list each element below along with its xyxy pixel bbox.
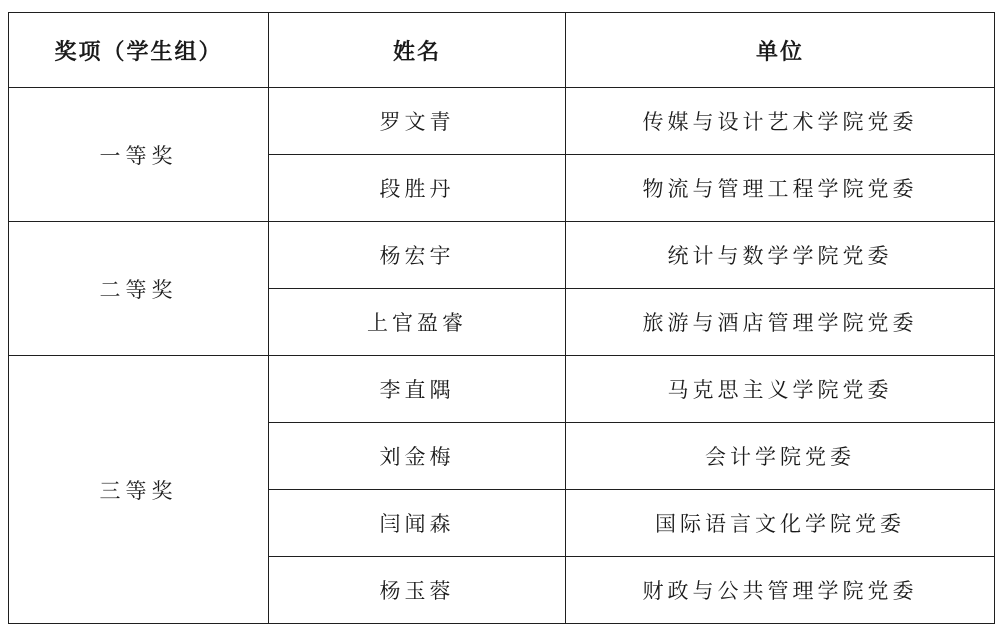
award-cell: 二等奖 bbox=[9, 222, 269, 356]
name-cell: 杨宏宇 bbox=[269, 222, 566, 289]
unit-cell: 统计与数学学院党委 bbox=[566, 222, 995, 289]
award-cell: 一等奖 bbox=[9, 88, 269, 222]
name-cell: 刘金梅 bbox=[269, 423, 566, 490]
unit-cell: 国际语言文化学院党委 bbox=[566, 490, 995, 557]
unit-cell: 财政与公共管理学院党委 bbox=[566, 557, 995, 624]
table-row bbox=[9, 88, 995, 155]
name-cell: 上官盈睿 bbox=[269, 289, 566, 356]
unit-cell: 会计学院党委 bbox=[566, 423, 995, 490]
header-row bbox=[9, 13, 995, 88]
unit-cell: 传媒与设计艺术学院党委 bbox=[566, 88, 995, 155]
name-cell: 罗文青 bbox=[269, 88, 566, 155]
award-cell: 三等奖 bbox=[9, 356, 269, 624]
table-row bbox=[9, 356, 995, 423]
name-cell: 段胜丹 bbox=[269, 155, 566, 222]
name-cell: 李直隅 bbox=[269, 356, 566, 423]
header-unit-column: 单位 bbox=[566, 13, 995, 88]
unit-cell: 物流与管理工程学院党委 bbox=[566, 155, 995, 222]
name-cell: 闫闻森 bbox=[269, 490, 566, 557]
unit-cell: 旅游与酒店管理学院党委 bbox=[566, 289, 995, 356]
unit-cell: 马克思主义学院党委 bbox=[566, 356, 995, 423]
award-table bbox=[8, 12, 995, 624]
name-cell: 杨玉蓉 bbox=[269, 557, 566, 624]
award-table-body bbox=[9, 88, 995, 624]
header-name-column: 姓名 bbox=[269, 13, 566, 88]
header-award-column: 奖项（学生组） bbox=[9, 13, 269, 88]
table-row bbox=[9, 222, 995, 289]
